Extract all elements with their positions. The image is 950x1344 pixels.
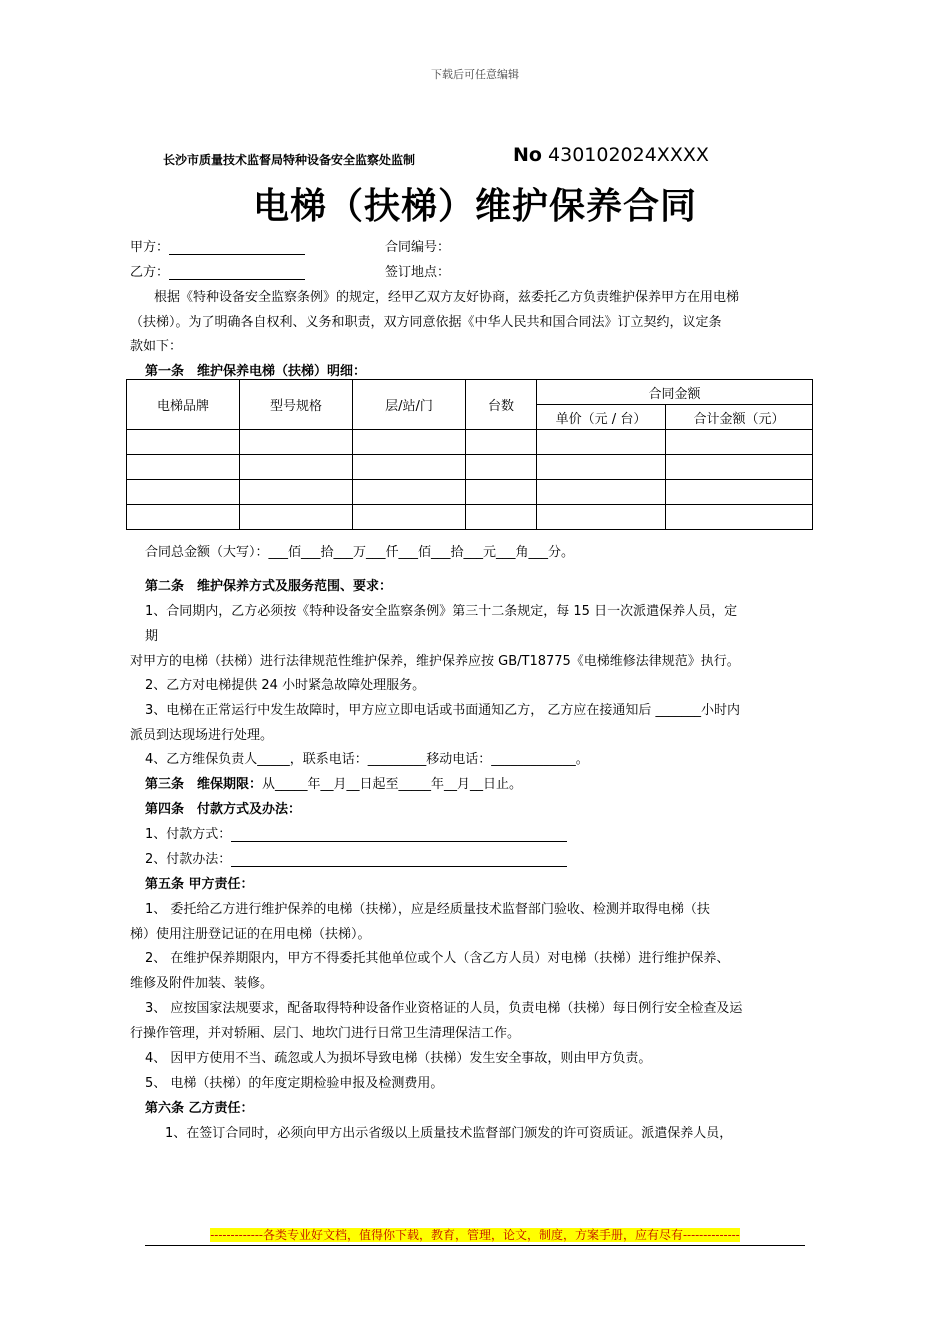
col-unit-price: 单价（元 / 台） bbox=[537, 405, 666, 430]
article-2-item-1a: 1、合同期内，乙方必须按《特种设备安全监察条例》第三十二条规定，每 15 日一次派遣保养人员，定 bbox=[145, 604, 738, 619]
download-note: 下载后可任意编辑 bbox=[431, 68, 519, 81]
serial-value: 430102024XXXX bbox=[548, 144, 709, 166]
article-1-heading: 第一条 维护保养电梯（扶梯）明细： bbox=[145, 364, 367, 379]
article-5-item-2b: 维修及附件加装、装修。 bbox=[130, 976, 274, 991]
table-header-row bbox=[127, 380, 813, 405]
table-row bbox=[127, 455, 813, 480]
payment-method-label: 1、付款方式： bbox=[145, 827, 232, 842]
footer-rule bbox=[145, 1245, 805, 1246]
payment-method-input-line[interactable] bbox=[231, 827, 567, 842]
article-5-item-5: 5、 电梯（扶梯）的年度定期检验申报及检测费用。 bbox=[145, 1076, 444, 1091]
total-amount-line: 合同总金额（大写）：___佰___拾___万___仟___佰___拾___元___角___分。 bbox=[145, 545, 575, 560]
intro-line-1: 根据《特种设备安全监察条例》的规定，经甲乙双方友好协商，兹委托乙方负责维护保养甲方在用电梯 bbox=[154, 290, 740, 305]
article-3-line bbox=[145, 773, 522, 792]
article-2-item-3b: 派员到达现场进行处理。 bbox=[130, 728, 274, 743]
article-2-item-1c: 对甲方的电梯（扶梯）进行法律规范性维护保养，维护保养应按 GB/T18775《电梯维修法律规范》执行。 bbox=[130, 654, 740, 669]
serial-prefix: No bbox=[513, 144, 542, 166]
footer-banner bbox=[0, 1226, 950, 1243]
col-count: 台数 bbox=[466, 380, 537, 430]
payment-terms-field bbox=[145, 848, 567, 867]
col-contract-amount: 合同金额 bbox=[537, 380, 813, 405]
contract-title: 电梯（扶梯）维护保养合同 bbox=[252, 186, 697, 227]
contract-no-label: 合同编号： bbox=[385, 240, 451, 255]
party-a-input-line[interactable] bbox=[169, 240, 305, 255]
payment-method-field bbox=[145, 823, 567, 842]
article-3-text: 从_____年__月__日起至_____年__月__日止。 bbox=[262, 777, 523, 792]
contract-no-field bbox=[385, 236, 450, 255]
article-3-heading: 第三条 维保期限： bbox=[145, 777, 263, 792]
party-b-field bbox=[130, 261, 305, 280]
article-2-item-2: 2、乙方对电梯提供 24 小时紧急故障处理服务。 bbox=[145, 678, 426, 693]
col-model: 型号规格 bbox=[240, 380, 353, 430]
payment-terms-input-line[interactable] bbox=[231, 852, 567, 867]
elevator-detail-table bbox=[126, 379, 813, 530]
party-b-label: 乙方： bbox=[130, 265, 170, 280]
table-row bbox=[127, 430, 813, 455]
article-2-item-4: 4、乙方维保负责人_____，联系电话：_________移动电话：_____________。 bbox=[145, 752, 589, 767]
intro-line-3: 款如下： bbox=[130, 339, 183, 354]
footer-text: -------------各类专业好文档，值得你下载，教育，管理，论文，制度，方案手册，应有尽有-------------- bbox=[210, 1228, 740, 1242]
article-6-heading: 第六条 乙方责任： bbox=[145, 1101, 254, 1116]
article-5-item-3a: 3、 应按国家法规要求，配备取得特种设备作业资格证的人员，负责电梯（扶梯）每日例行安全检查及运 bbox=[145, 1001, 743, 1016]
sign-place-field bbox=[385, 261, 450, 280]
serial-number bbox=[513, 144, 709, 166]
article-2-item-1b: 期 bbox=[145, 629, 159, 644]
party-a-label: 甲方： bbox=[130, 240, 170, 255]
payment-terms-label: 2、付款办法： bbox=[145, 852, 232, 867]
party-a-field bbox=[130, 236, 305, 255]
article-5-item-1b: 梯）使用注册登记证的在用电梯（扶梯）。 bbox=[130, 927, 371, 942]
article-6-item-1: 1、在签订合同时，必须向甲方出示省级以上质量技术监督部门颁发的许可资质证。派遣保养人员， bbox=[165, 1126, 733, 1141]
article-5-item-2a: 2、 在维护保养期限内，甲方不得委托其他单位或个人（含乙方人员）对电梯（扶梯）进行维护保养、 bbox=[145, 951, 730, 966]
article-5-heading: 第五条 甲方责任： bbox=[145, 877, 254, 892]
party-b-input-line[interactable] bbox=[169, 265, 305, 280]
col-floors: 层/站/门 bbox=[353, 380, 466, 430]
article-5-item-3b: 行操作管理，并对轿厢、层门、地坎门进行日常卫生清理保洁工作。 bbox=[130, 1026, 521, 1041]
article-5-item-4: 4、 因甲方使用不当、疏忽或人为损坏导致电梯（扶梯）发生安全事故，则由甲方负责。 bbox=[145, 1051, 652, 1066]
issuer-line: 长沙市质量技术监督局特种设备安全监察处监制 bbox=[163, 153, 416, 167]
article-4-heading: 第四条 付款方式及办法： bbox=[145, 802, 302, 817]
col-total-amount: 合计金额（元） bbox=[666, 405, 813, 430]
article-5-item-1a: 1、 委托给乙方进行维护保养的电梯（扶梯），应是经质量技术监督部门验收、检测并取得电梯（扶 bbox=[145, 902, 710, 917]
article-2-item-3a: 3、电梯在正常运行中发生故障时，甲方应立即电话或书面通知乙方， 乙方应在接通知后 _______小时内 bbox=[145, 703, 741, 718]
table-row bbox=[127, 480, 813, 505]
article-2-heading: 第二条 维护保养方式及服务范围、要求： bbox=[145, 579, 393, 594]
table-row bbox=[127, 505, 813, 530]
sign-place-label: 签订地点： bbox=[385, 265, 451, 280]
intro-line-2: （扶梯）。为了明确各自权利、义务和职责，双方同意依据《中华人民共和国合同法》订立契约，议定条 bbox=[130, 315, 722, 330]
col-brand: 电梯品牌 bbox=[127, 380, 240, 430]
